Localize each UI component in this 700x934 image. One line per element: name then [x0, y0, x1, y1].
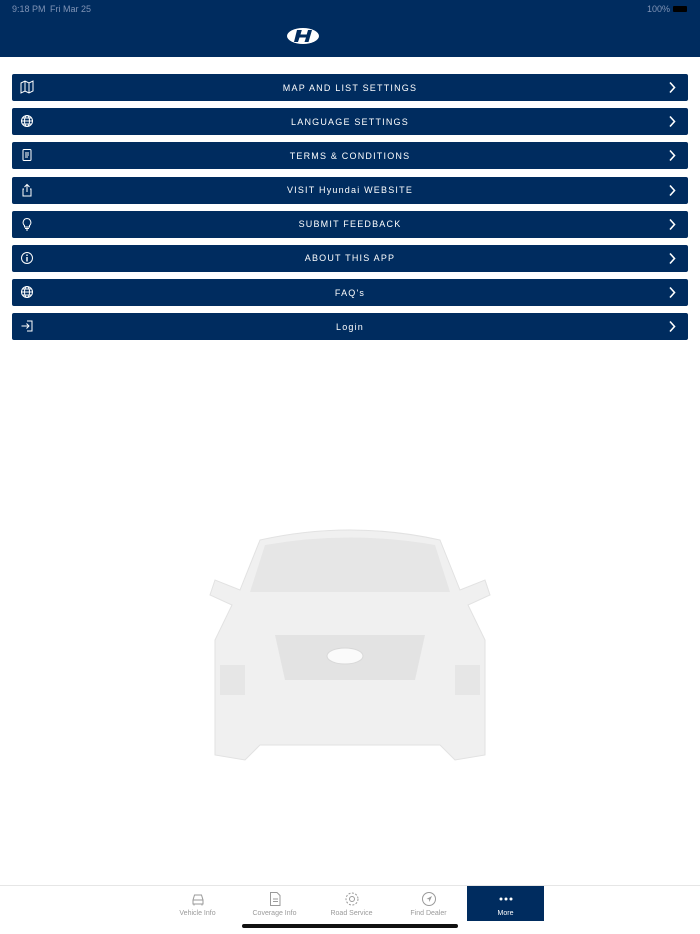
chevron-right-icon [668, 252, 676, 265]
tab-vehicle-info[interactable] [159, 886, 236, 921]
document-icon [267, 891, 283, 907]
menu-item-visit-hyundai-website[interactable] [12, 177, 688, 204]
status-time: 9:18 PM [12, 4, 46, 14]
share-icon [20, 183, 34, 197]
menu-item-about-this-app[interactable] [12, 245, 688, 272]
login-icon [20, 319, 34, 333]
chevron-right-icon [668, 81, 676, 94]
header [0, 0, 700, 57]
info-icon [20, 251, 34, 265]
chevron-right-icon [668, 320, 676, 333]
menu-item-label: VISIT Hyundai WEBSITE [286, 185, 414, 196]
lightbulb-icon [20, 217, 34, 231]
tab-road-service[interactable] [313, 886, 390, 921]
car-icon [190, 891, 206, 907]
menu-item-login[interactable] [12, 313, 688, 340]
battery-icon [673, 6, 687, 12]
menu-item-label: FAQ's [334, 287, 366, 298]
tab-label: Road Service [330, 910, 373, 917]
chevron-right-icon [668, 149, 676, 162]
chevron-right-icon [668, 115, 676, 128]
menu-item-label: SUBMIT FEEDBACK [298, 219, 402, 230]
chevron-right-icon [668, 184, 676, 197]
more-icon [498, 891, 514, 907]
document-icon [20, 148, 34, 162]
menu-item-language-settings[interactable] [12, 108, 688, 135]
tab-label: Find Dealer [410, 910, 447, 917]
tab-label: Vehicle Info [179, 910, 216, 917]
menu-item-map-and-list-settings[interactable] [12, 74, 688, 101]
menu-item-label: LANGUAGE SETTINGS [291, 116, 409, 127]
status-date: Fri Mar 25 [50, 4, 92, 14]
tab-find-dealer[interactable] [390, 886, 467, 921]
menu-item-terms-conditions[interactable] [12, 142, 688, 169]
menu-item-submit-feedback[interactable] [12, 211, 688, 238]
navigation-icon [421, 891, 437, 907]
tab-more[interactable] [467, 886, 544, 921]
menu-item-label: MAP AND LIST SETTINGS [282, 82, 418, 93]
status-battery: 100% [647, 4, 671, 14]
tab-coverage-info[interactable] [236, 886, 313, 921]
menu-item-label: TERMS & CONDITIONS [289, 150, 411, 161]
settings-menu [12, 74, 688, 348]
tab-label: More [497, 910, 514, 917]
home-indicator[interactable] [242, 924, 458, 928]
globe-icon [20, 285, 34, 299]
menu-item-label: ABOUT THIS APP [304, 253, 396, 264]
vehicle-image [200, 520, 500, 770]
tab-label: Coverage Info [252, 910, 297, 917]
gear-icon [344, 891, 360, 907]
chevron-right-icon [668, 286, 676, 299]
chevron-right-icon [668, 218, 676, 231]
map-icon [20, 80, 34, 94]
menu-item-label: Login [335, 321, 365, 332]
globe-icon [20, 114, 34, 128]
menu-item-faq-s[interactable] [12, 279, 688, 306]
hyundai-logo [286, 27, 320, 45]
